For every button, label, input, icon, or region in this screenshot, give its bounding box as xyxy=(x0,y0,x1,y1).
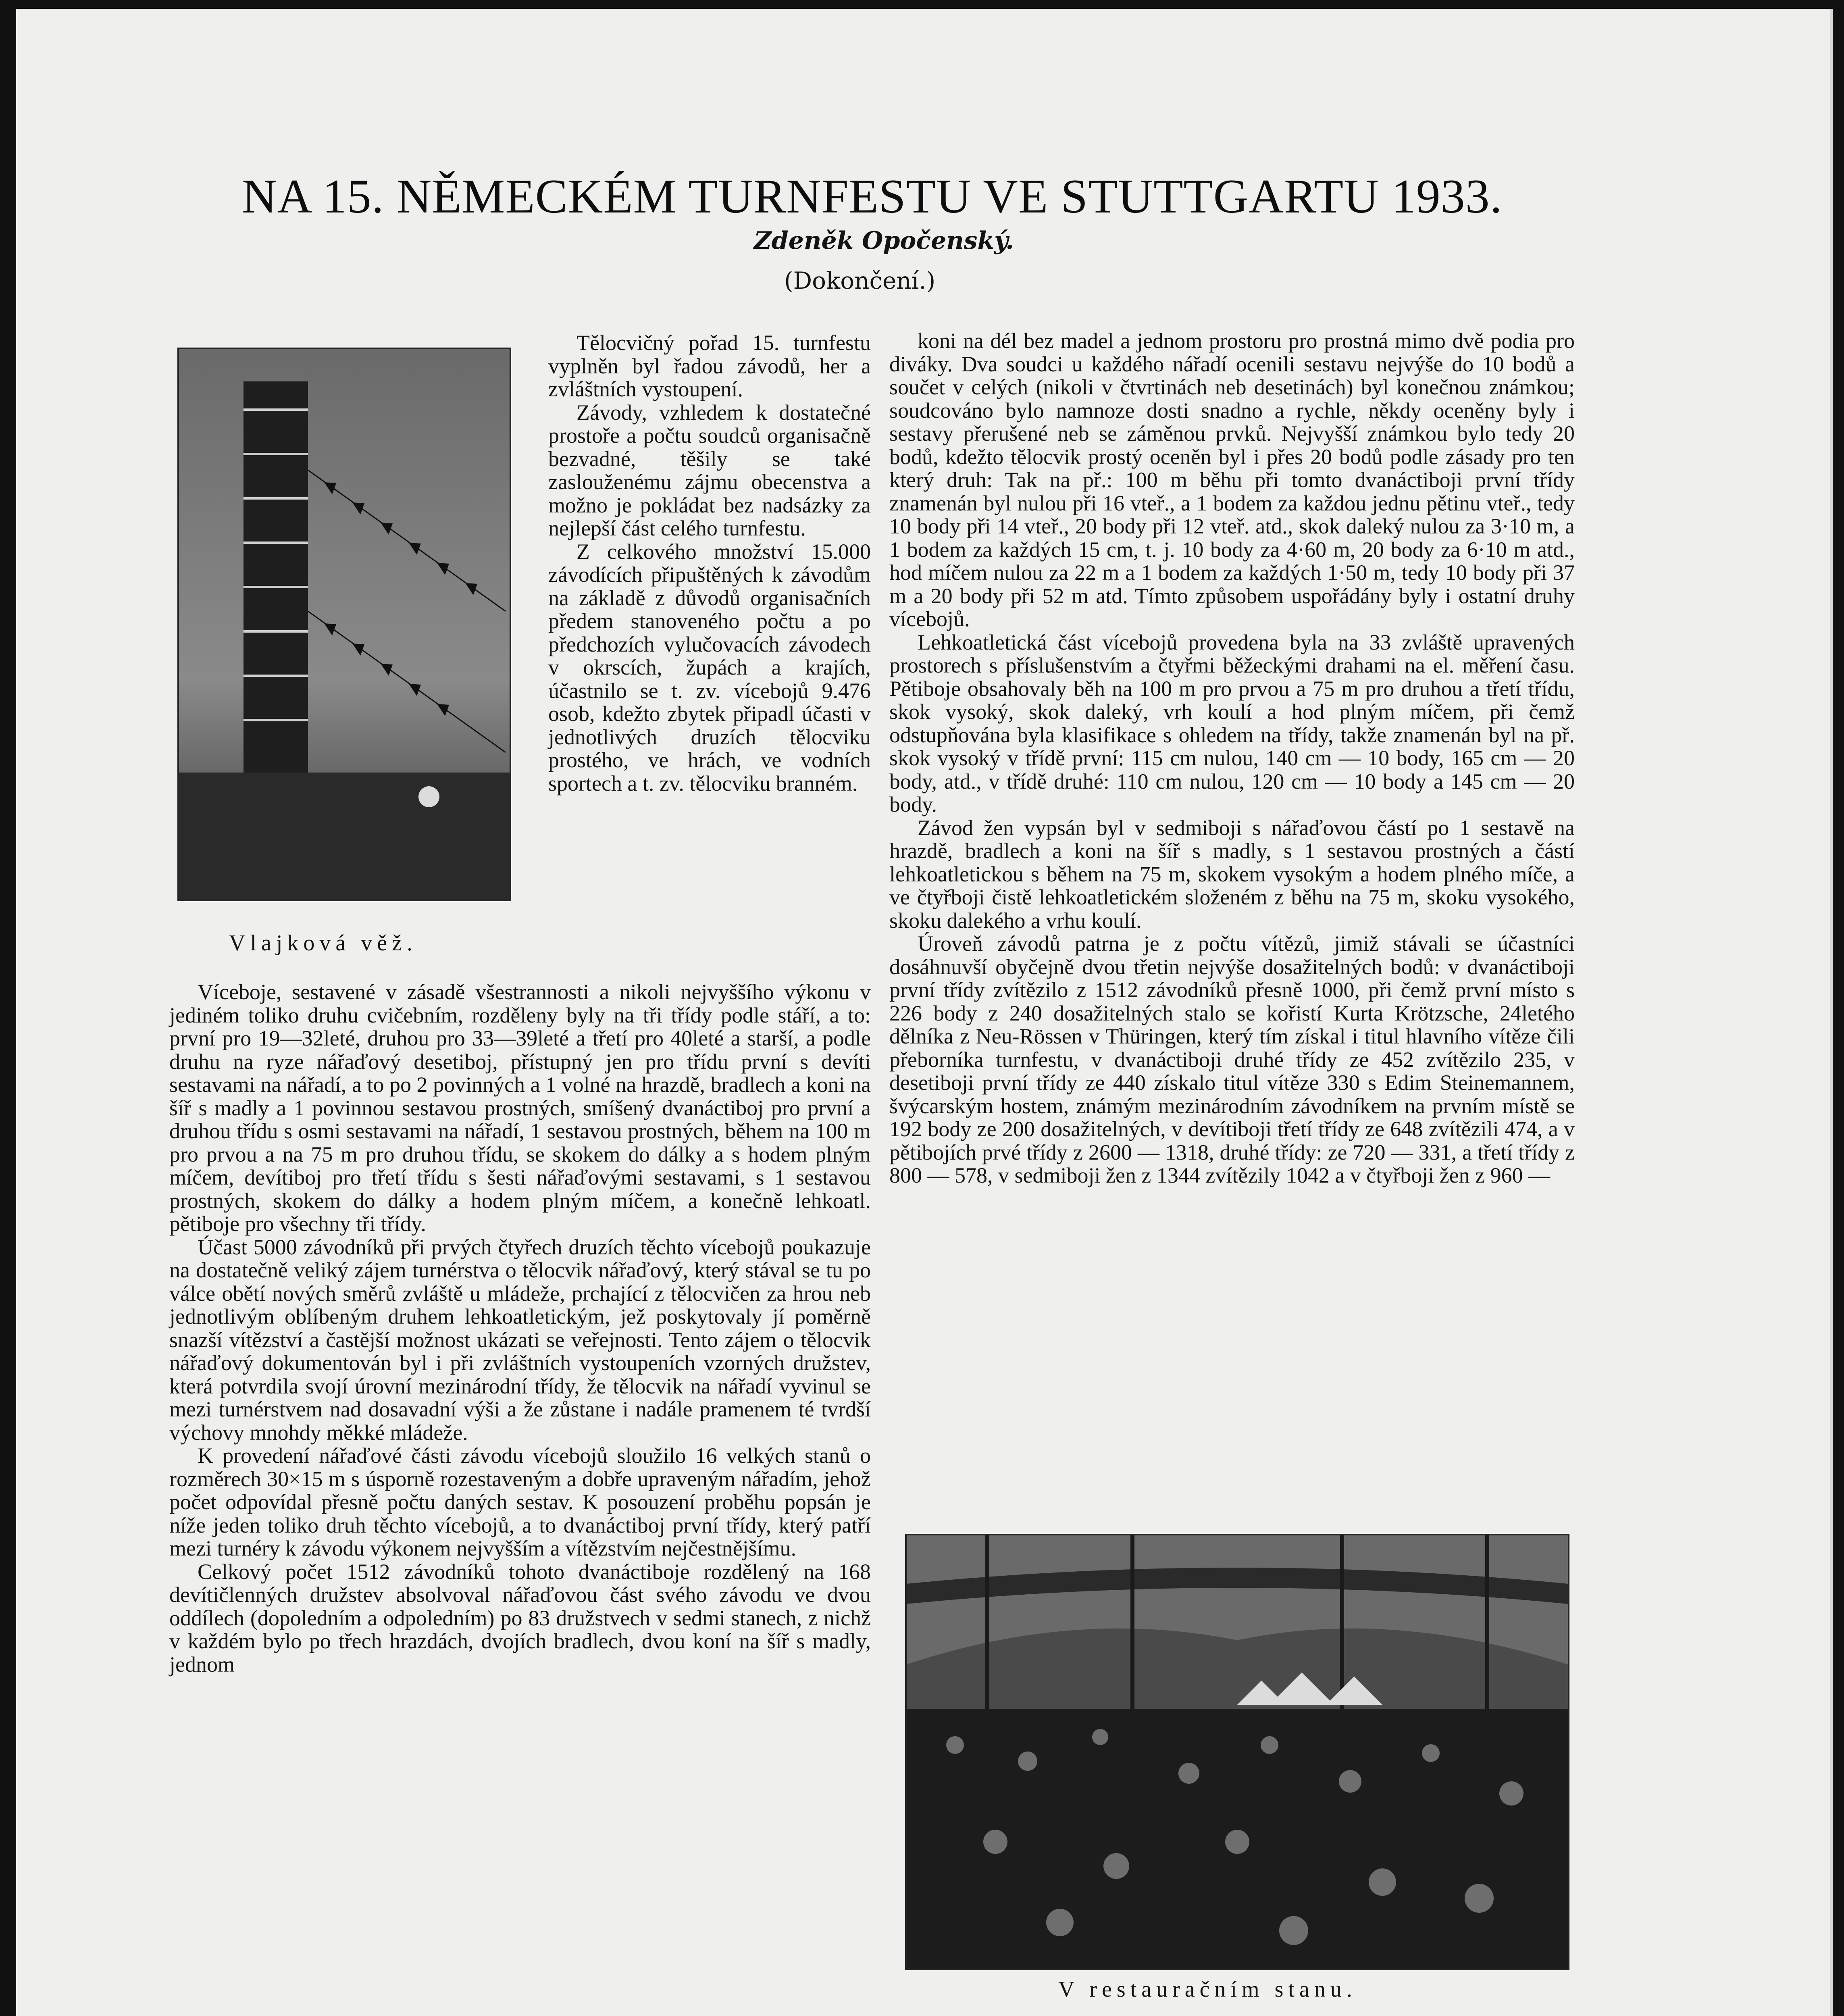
column-1 xyxy=(548,331,871,795)
tower-caption: Vlajková věž. xyxy=(229,931,417,956)
column-2 xyxy=(889,329,1575,1187)
flag-tower-photo xyxy=(177,348,511,901)
column-1-lower xyxy=(169,981,871,1676)
paragraph: Úroveň závodů patrna je z počtu vítězů, jimiž stávali se účastníci dosáhnuvší obyčejně dvou třetin nejvýše dosažitelných bodů: v dvanáctiboji první třídy zvítězilo z 1512 závodníků přesně 1000, při čemž první místo s 226 body z 240 dosažitelných stalo se kořistí Kurta Krötzsche, 24letého dělníka z Neu-Rössen v Thüringen, který tím získal i titul hlavního vítěze čili přeborníka turnfestu, v dvanáctiboji druhé třídy ze 452 zvítězilo 235, v desetiboji první třídy ze 440 získalo titul vítěze 330 s Edim Steinemannem, švýcarským hostem, známým mezinárodním závodníkem na prvním místě se 192 body ze 200 dosažitelných, v devítiboji třetí třídy ze 648 zvítězili 474, a v pětibojích prvé třídy z 2600 — 1318, druhé třídy: ze 720 — 331, a třetí třídy z 800 — 578, v sedmiboji žen z 1344 zvítězily 1042 a v čtyřboji žen z 960 — xyxy=(889,931,1575,1187)
restaurant-tent-photo xyxy=(905,1534,1569,1970)
paragraph: Víceboje, sestavené v zásadě všestrannosti a nikoli nejvyššího výkonu v jediném toliko druhu cvičebním, rozděleny byly na tři třídy podle stáří, a to: první pro 19—32leté, druhou pro 33—39leté a třetí pro 40leté a starší, a podle druhu na ryze nářaďový desetiboj, přístupný jen pro třídu první s devíti sestavami na nářadí, a to po 2 povinných a 1 volné na hrazdě, bradlech a koni na šíř s madly a 1 povinnou sestavou prostných, smíšený dvanáctiboj pro první a druhou třídu s osmi sestavami na nářadí, 1 sestavou prostných, během na 100 m pro prvou a na 75 m pro druhou třídu, se skokem do dálky a s hodem plným míčem, devítiboj pro třetí třídu s šesti nářaďovými sestavami, s 1 sestavou prostných, skokem do dálky a hodem plným míčem, a konečně lehkoatl. pětiboje pro všechny tři třídy. xyxy=(169,980,871,1236)
paragraph: koni na dél bez madel a jednom prostoru pro prostná mimo dvě podia pro diváky. Dva soudci u každého nářadí ocenili sestavu nejvýše do 10 bodů a součet v celých (nikoli v čtvrtinách neb desetinách) byl konečnou známkou; soudcováno bylo namnoze dosti snadno a rychle, někdy oceněny byly i sestavy přerušené neb se záměnou prvků. Nejvyšší známkou bylo tedy 20 bodů, kdežto tělocvik prostý oceněn byl i přes 20 bodů podle zásady pro ten který druh: Tak na př.: 100 m běhu při tomto dvanáctiboji první třídy znamenán byl nulou při 16 vteř., a 1 bodem za každou jednu pětinu vteř., tedy 10 body při 14 vteř., 20 body při 12 vteř. atd., skok daleký nulou za 3·10 m, a 1 bodem za každých 15 cm, t. j. 10 body za 4·60 m, 20 body za 6·10 m atd., hod míčem nulou za 22 m a 1 bodem za každých 1·50 m, tedy 10 body při 37 m a 20 body při 52 m atd. Tímto způsobem uspořádány byly i ostatní druhy vícebojů. xyxy=(889,329,1575,631)
paragraph: Závody, vzhledem k dostatečné prostoře a počtu soudců organisačně bezvadné, těšily se také zaslouženému zájmu obecenstva a možno je pokládat bez nadsázky za nejlepší část celého turnfestu. xyxy=(548,400,871,540)
paragraph: Závod žen vypsán byl v sedmiboji s nářaďovou částí po 1 sestavě na hrazdě, bradlech a koni na šíř s madly, s 1 sestavou prostných a částí lehkoatletickou s během na 75 m, skokem vysokým a hodem plného míče, a ve čtyřboji čistě lehkoatletickém složeném z běhu na 75 m, skoku vysokého, skoku dalekého a vrhu koulí. xyxy=(889,815,1575,933)
document-page xyxy=(16,9,1833,2016)
paragraph: Celkový počet 1512 závodníků tohoto dvanáctiboje rozdělený na 168 devítičlenných družstev absolvoval nářaďovou část svého závodu ve dvou oddílech (dopoledním a odpoledním) po 83 družstvech v sedmi stanech, z nichž v každém bylo po třech hrazdách, dvojích bradlech, dvou koní na šíř s madly, jednom xyxy=(169,1559,871,1677)
paragraph: Lehkoatletická část vícebojů provedena byla na 33 zvláště upravených prostorech s příslušenstvím a čtyřmi běžeckými drahami na el. měření času. Pětiboje obsahovaly běh na 100 m pro prvou a 75 m pro druhou a třetí třídu, skok vysoký, skok daleký, vrh koulí a hod plným míčem, při čemž odstupňována byla klasifikace s ohledem na třídy, takže znamenán byl na př. skok vysoký v třídě první: 115 cm nulou, 140 cm — 10 body, 165 cm — 20 body, atd., v třídě druhé: 110 cm nulou, 120 cm — 10 body a 145 cm — 20 body. xyxy=(889,630,1575,816)
paragraph: Účast 5000 závodníků při prvých čtyřech druzích těchto vícebojů poukazuje na dostatečně veliký zájem turnérstva o tělocvik nářaďový, který stával se tu po válce obětí nových směrů zvláště u mládeže, prchající z tělocvičen za hrou neb jednotlivým oblíbeným druhem lehkoatletickým, jež poskytovaly jí poměrně snazší vítězství a častější možnost ukázati se veřejnosti. Tento zájem o tělocvik nářaďový dokumentován byl i při zvláštních vystoupeních vzorných družstev, která potvrdila svojí úrovní mezinárodní třídy, že tělocvik na nářadí vyvinul se mezi turnérstvem nad dosavadní výši a že zůstane i nadále pramenem té tvrdší výchovy mnohdy měkké mládeže. xyxy=(169,1235,871,1445)
article-subtitle: (Dokončení.) xyxy=(784,267,936,294)
paragraph: K provedení nářaďové části závodu vícebojů sloužilo 16 velkých stanů o rozměrech 30×15 m s úsporně rozestaveným a dobře upraveným nářadím, jehož počet odpovídal přesně počtu daných sestav. K posouzení proběhu popsán je níže jeden toliko druh těchto vícebojů, a to dvanáctiboj první třídy, který patří mezi turnéry k závodu výkonem nejvyšším a vítězstvím nejčestnějšímu. xyxy=(169,1443,871,1560)
article-title: NA 15. NĚMECKÉM TURNFESTU VE STUTTGARTU 1933. xyxy=(242,169,1503,223)
tent-caption: V restauračním stanu. xyxy=(1058,1977,1357,2002)
paragraph: Z celkového množství 15.000 závodících připuštěných k závodům na základě z důvodů organisačních předem stanoveného počtu a po předchozích vylučovacích závodech v okrscích, župách a krajích, účastnilo se t. zv. vícebojů 9.476 osob, kdežto zbytek připadl účasti v jednotlivých druzích tělocviku prostého, ve hrách, ve vodních sportech a t. zv. tělocviku branném. xyxy=(548,539,871,796)
paragraph: Tělocvičný pořad 15. turnfestu vyplněn byl řadou závodů, her a zvláštních vystoupení. xyxy=(548,331,871,401)
article-author: Zdeněk Opočenský. xyxy=(754,227,1014,255)
